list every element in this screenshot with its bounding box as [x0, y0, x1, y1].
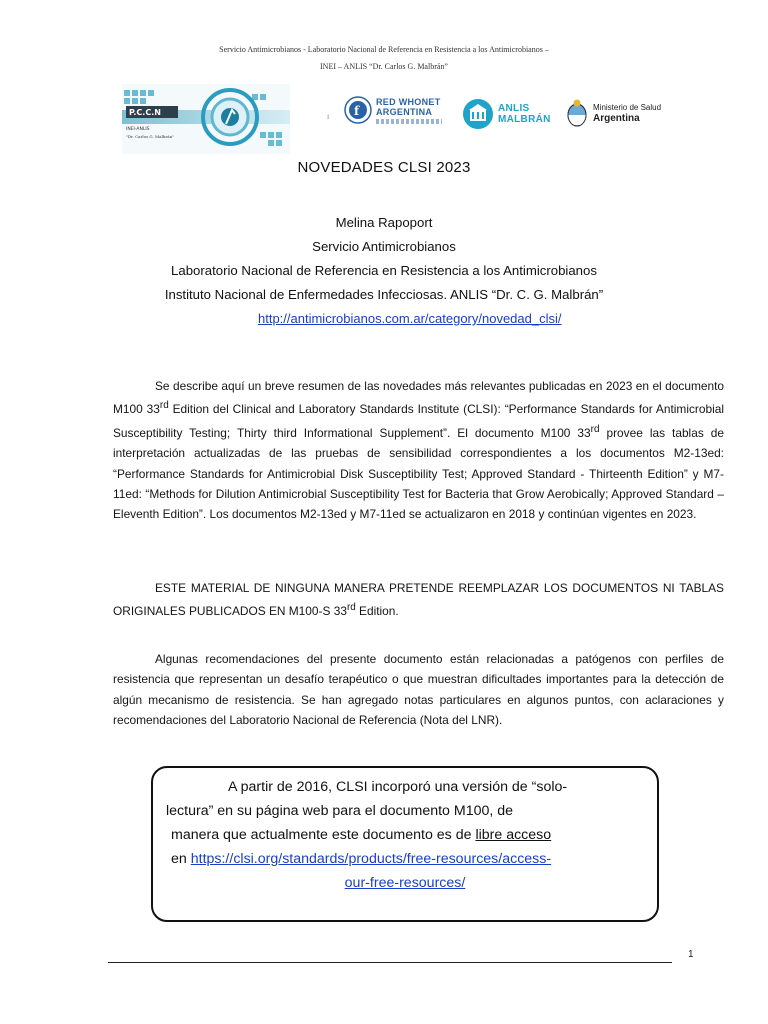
- running-header-line-1: Servicio Antimicrobianos - Laboratorio Nacional de Referencia en Resistencia a los Antimicrobianos –: [219, 45, 549, 54]
- superscript-rd: rd: [590, 423, 600, 435]
- document-title: NOVEDADES CLSI 2023: [297, 159, 471, 176]
- logo-separator: ı: [327, 112, 330, 121]
- recommendations-text: Algunas recomendaciones del presente documento están relacionadas a patógenos con perfiles de resistencia que representan un desafío terapéutico o que muestran dificultades importantes para la detección de algún mecanismo de resistencia. Se han agregado notas particulares en algunos puntos, con aclaraciones y recomendaciones del Laboratorio Nacional de Referencia (Nota del LNR).: [113, 652, 724, 728]
- disclaimer-text-a: ESTE MATERIAL DE NINGUNA MANERA PRETENDE REEMPLAZAR LOS DOCUMENTOS NI TABLAS ORIGINALES PUBLICADOS EN M100-S 33: [113, 581, 724, 619]
- libre-acceso-text: libre acceso: [475, 827, 552, 843]
- novedades-clsi-link[interactable]: http://antimicrobianos.com.ar/category/novedad_clsi/: [258, 311, 562, 326]
- laboratory-logo: [122, 84, 290, 154]
- intro-text-a: Se describe aquí un breve resumen de las novedades más relevantes publicadas en 2023 en el documento M100 33: [113, 379, 724, 417]
- disclaimer-text-b: Edition.: [355, 604, 399, 619]
- svg-text:INEI-ANLIS: INEI-ANLIS: [126, 127, 150, 132]
- ministerio-salud-logo: [566, 98, 661, 128]
- red-whonet-logo: [344, 96, 442, 124]
- whonet-line-2: ARGENTINA: [376, 106, 433, 117]
- intro-paragraph: [113, 376, 724, 525]
- callout-line-1: A partir de 2016, CLSI incorporó una versión de “solo-: [228, 779, 568, 795]
- whonet-line-1: RED WHONET: [376, 96, 441, 107]
- intro-text-b: Edition del Clinical and Laboratory Standards Institute (CLSI): “Performance Standards for Antimicrobial Susceptibility Testing; Thirty third Informational Supplement”. El documento M100 33: [113, 402, 724, 440]
- svg-text:f: f: [354, 104, 360, 118]
- anlis-building-icon: [462, 98, 494, 130]
- superscript-rd: rd: [346, 602, 356, 614]
- footer-divider: [108, 962, 672, 963]
- callout-text: [166, 775, 644, 895]
- anlis-line-1: ANLIS: [498, 103, 530, 114]
- svg-text:P.C.C.N: P.C.C.N: [129, 108, 161, 117]
- clsi-free-resources-link-continued[interactable]: our-free-resources/: [344, 875, 466, 891]
- svg-text:"Dr. Carlos G. Malbrán": "Dr. Carlos G. Malbrán": [126, 134, 175, 139]
- callout-line-2: lectura” en su página web para el documento M100, de: [166, 803, 514, 819]
- service-name: Servicio Antimicrobianos: [312, 239, 456, 254]
- page-number: 1: [688, 949, 694, 960]
- whonet-fine-print: [376, 119, 442, 124]
- clsi-free-resources-link[interactable]: https://clsi.org/standards/products/free-resources/access-: [190, 851, 552, 867]
- national-coat-of-arms-icon: [566, 98, 588, 128]
- running-header-line-2: INEI – ANLIS “Dr. Carlos G. Malbrán”: [320, 62, 448, 71]
- whonet-emblem-icon: [344, 96, 372, 124]
- disclaimer-paragraph: [113, 578, 724, 622]
- superscript-rd: rd: [159, 400, 169, 412]
- laboratory-name: Laboratorio Nacional de Referencia en Resistencia a los Antimicrobianos: [171, 263, 597, 278]
- callout-line-5: [166, 871, 644, 895]
- callout-line-4: [166, 847, 644, 871]
- intro-text-c: provee las tablas de interpretación actualizadas de las pruebas de sensibilidad correspondientes a los documentos M2-13ed: “Performance Standards for Antimicrobial Disk Susceptibility Test; Approved Standard - Thirteenth Edition” y M7-11ed: “Methods for Dilution Antimicrobial Susceptibility Test for Bacteria that Grow Aerobically; Approved Standard – Eleventh Edition”. Los documentos M2-13ed y M7-11ed se actualizaron en 2018 y continúan vigentes en 2023.: [113, 425, 724, 522]
- anlis-malbran-logo: [462, 98, 551, 130]
- author-name: Melina Rapoport: [335, 215, 433, 230]
- ministerio-line-2: Argentina: [593, 113, 640, 124]
- callout-line-3: [166, 823, 644, 847]
- institute-name: Instituto Nacional de Enfermedades Infecciosas. ANLIS “Dr. C. G. Malbrán”: [164, 287, 604, 302]
- callout-line-4-text: en: [171, 851, 191, 867]
- callout-line-3-text: manera que actualmente este documento es de: [171, 827, 476, 843]
- recommendations-paragraph: [113, 649, 724, 731]
- anlis-line-2: MALBRÁN: [498, 114, 551, 125]
- ministerio-line-1: Ministerio de Salud: [593, 103, 662, 112]
